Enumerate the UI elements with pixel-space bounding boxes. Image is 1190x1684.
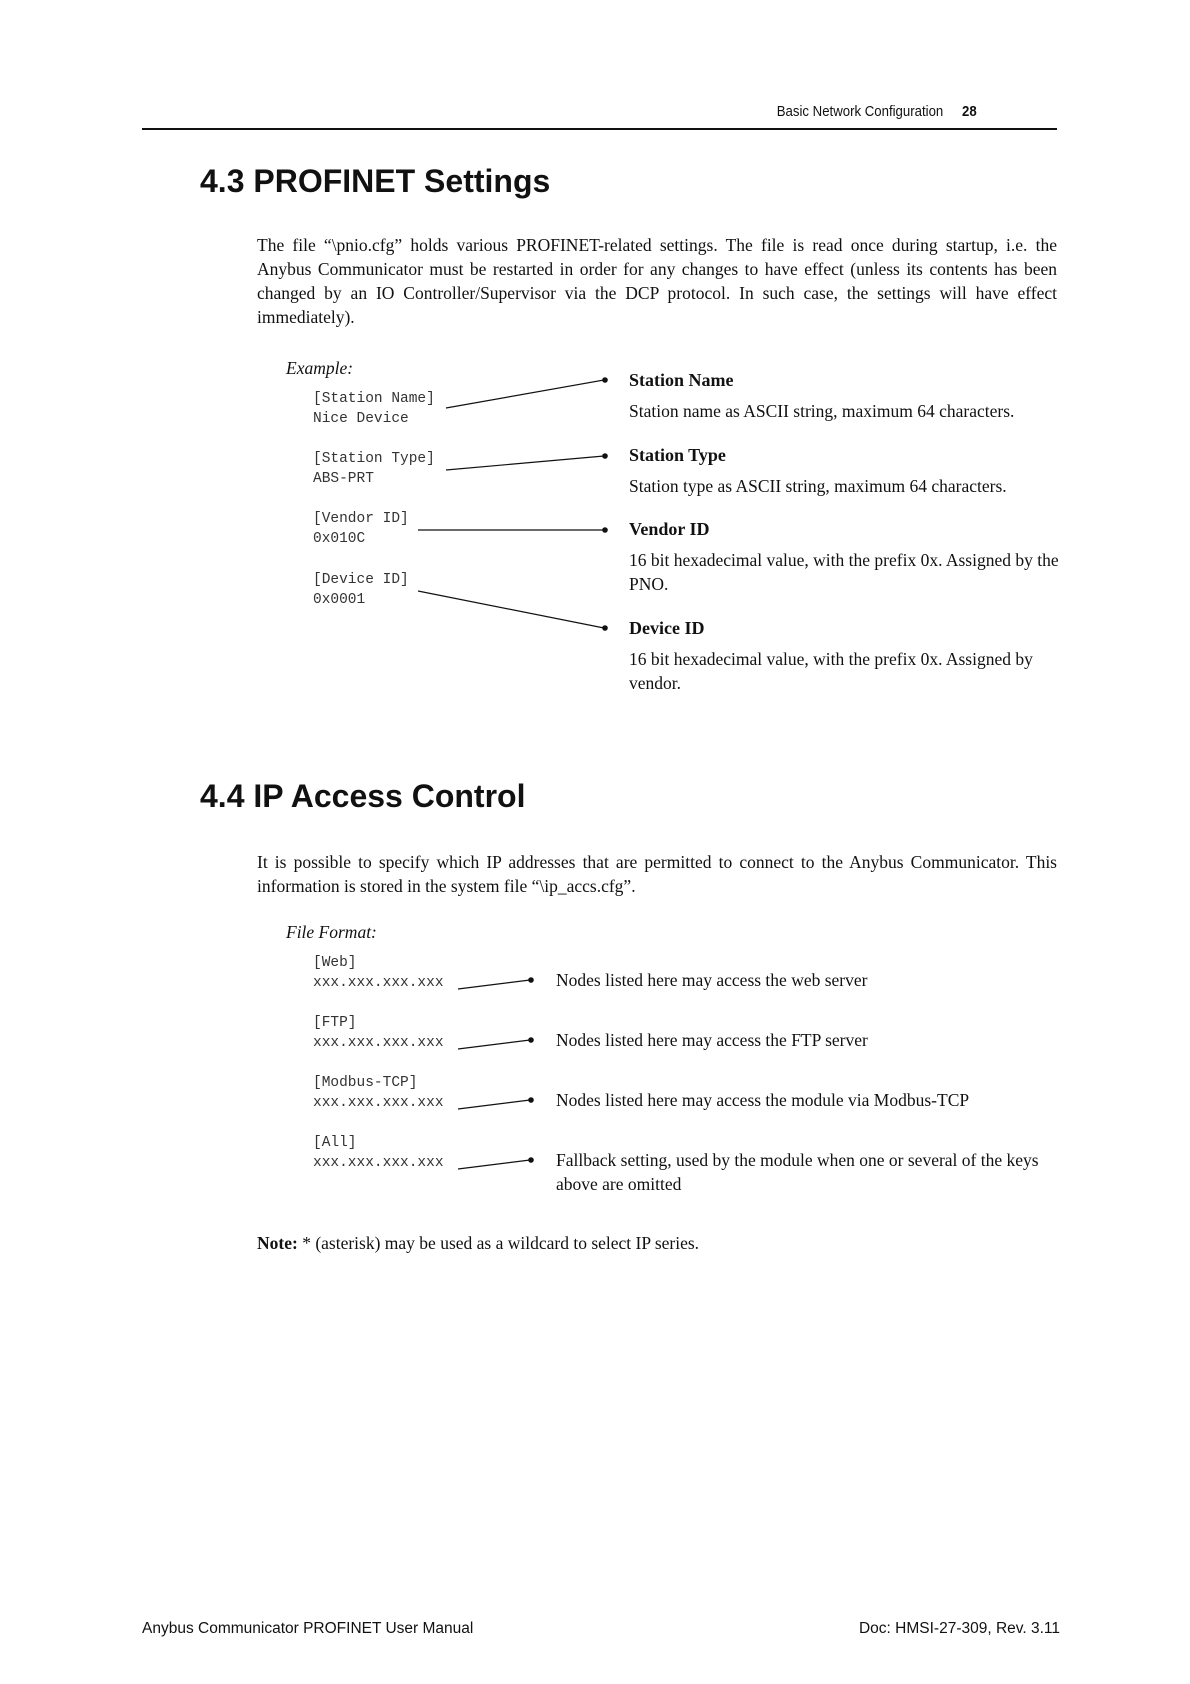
ip-desc-modbus-tcp: Nodes listed here may access the module via Modbus-TCP (556, 1090, 970, 1110)
config-key: [Device ID] (313, 572, 409, 588)
bullet-dot (602, 625, 608, 631)
file-format-label: File Format: (286, 922, 377, 942)
ip-desc-web: Nodes listed here may access the web server (556, 970, 868, 990)
profinet-intro-paragraph: The file “\pnio.cfg” holds various PROFINET-related settings. The file is read once during startup, i.e. the Anybus Communicator must be restarted in order for any changes to have effect (unless its contents has been changed by an IO Controller/Supervisor via the DCP protocol. In such case, the settings will have effect immediately). (257, 235, 1057, 327)
leader-line-web (458, 980, 530, 989)
page-number: 28 (962, 103, 977, 120)
header-section-title: Basic Network Configuration (776, 103, 943, 120)
leader-line-ftp (458, 1040, 530, 1049)
footer-manual-title: Anybus Communicator PROFINET User Manual (142, 1620, 474, 1637)
config-key: [Web] (313, 955, 357, 971)
bullet-dot (602, 527, 608, 533)
ip-desc-ftp: Nodes listed here may access the FTP server (556, 1030, 868, 1050)
heading-ip-access-control: 4.4 IP Access Control (200, 778, 526, 814)
note-text: * (asterisk) may be used as a wildcard to select IP series. (297, 1233, 700, 1253)
config-value: 0x010C (313, 531, 366, 547)
leader-line-all (458, 1160, 530, 1169)
desc-text-station-type: Station type as ASCII string, maximum 64 characters. (629, 476, 1007, 496)
note-paragraph (257, 1233, 699, 1254)
bullet-dot (528, 1037, 534, 1043)
desc-title-station-type: Station Type (629, 445, 726, 465)
config-value: 0x0001 (313, 592, 366, 608)
desc-text-vendor-id: 16 bit hexadecimal value, with the prefix 0x. Assigned by the PNO. (629, 550, 1059, 594)
desc-text-station-name: Station name as ASCII string, maximum 64 characters. (629, 401, 1015, 421)
config-key: [Station Type] (313, 451, 435, 467)
config-value: xxx.xxx.xxx.xxx (313, 1035, 444, 1051)
desc-text-device-id: 16 bit hexadecimal value, with the prefix 0x. Assigned by vendor. (629, 649, 1033, 693)
leader-line-station-name (446, 380, 604, 408)
config-key: [All] (313, 1135, 357, 1151)
config-key: [Modbus-TCP] (313, 1075, 418, 1091)
config-value: xxx.xxx.xxx.xxx (313, 1155, 444, 1171)
config-value: Nice Device (313, 411, 409, 427)
leader-line-station-type (446, 456, 604, 470)
bullet-dot (602, 377, 608, 383)
bullet-dot (602, 453, 608, 459)
config-key: [Vendor ID] (313, 511, 409, 527)
note-label: Note: (257, 1233, 298, 1253)
config-key: [FTP] (313, 1015, 357, 1031)
config-value: xxx.xxx.xxx.xxx (313, 975, 444, 991)
leader-line-modbus-tcp (458, 1100, 530, 1109)
ip-desc-all: Fallback setting, used by the module when one or several of the keys above are omitted (556, 1150, 1039, 1194)
desc-title-device-id: Device ID (629, 618, 705, 638)
footer-doc-revision: Doc: HMSI-27-309, Rev. 3.11 (858, 1620, 1060, 1637)
bullet-dot (528, 977, 534, 983)
ip-access-intro-paragraph: It is possible to specify which IP addresses that are permitted to connect to the Anybus Communicator. This information is stored in the system file “\ip_accs.cfg”. (257, 852, 1057, 896)
leader-line-device-id (418, 591, 604, 628)
config-value: ABS-PRT (313, 471, 374, 487)
config-key: [Station Name] (313, 391, 435, 407)
bullet-dot (528, 1097, 534, 1103)
bullet-dot (528, 1157, 534, 1163)
desc-title-station-name: Station Name (629, 370, 734, 390)
example-label: Example: (286, 358, 354, 378)
heading-profinet-settings: 4.3 PROFINET Settings (200, 163, 551, 199)
desc-title-vendor-id: Vendor ID (629, 519, 710, 539)
config-value: xxx.xxx.xxx.xxx (313, 1095, 444, 1111)
